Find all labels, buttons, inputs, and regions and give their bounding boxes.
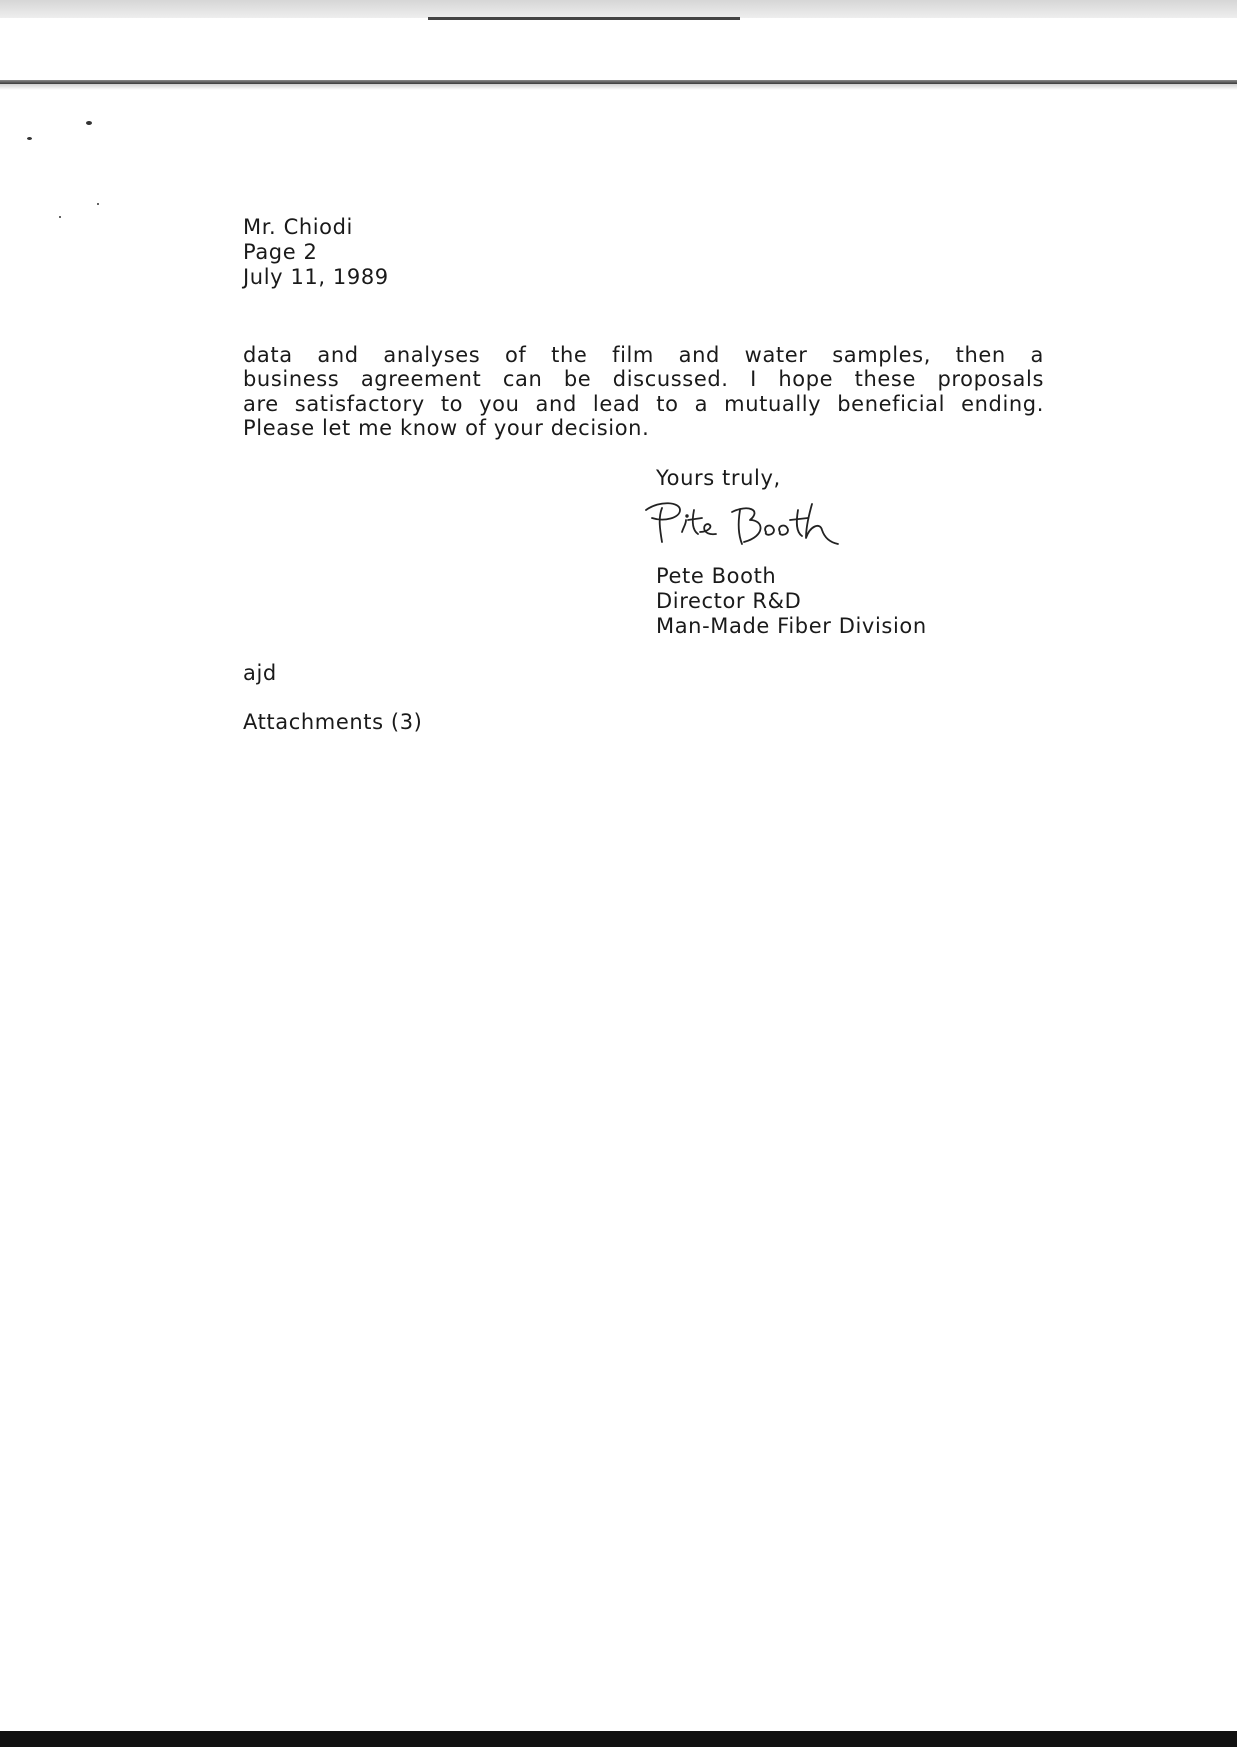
body-paragraph-line: Please let me know of your decision. [243, 416, 650, 440]
page-edge-shadow [0, 84, 1237, 90]
scan-strip [0, 20, 1237, 80]
page-number-line: Page 2 [243, 240, 318, 264]
scan-speck [27, 137, 32, 140]
attachments-note: Attachments (3) [243, 710, 423, 734]
handwritten-signature [640, 496, 860, 562]
scan-speck [97, 203, 99, 205]
scan-speck [86, 121, 92, 125]
body-paragraph-line: business agreement can be discussed. I hope these proposals [243, 367, 1044, 391]
closing-salutation: Yours truly, [656, 466, 781, 490]
date-line: July 11, 1989 [243, 265, 389, 289]
scan-top-border [0, 0, 1237, 18]
typist-initials: ajd [243, 661, 277, 685]
body-paragraph-line: data and analyses of the film and water samples, then a [243, 343, 1044, 367]
body-paragraph-line: are satisfactory to you and lead to a mutually beneficial ending. [243, 392, 1044, 416]
recipient-line: Mr. Chiodi [243, 215, 353, 239]
scan-speck [59, 216, 61, 218]
signer-title: Director R&D [656, 589, 802, 613]
signer-name: Pete Booth [656, 564, 777, 588]
scan-bottom-border [0, 1731, 1237, 1747]
signer-division: Man-Made Fiber Division [656, 614, 927, 638]
